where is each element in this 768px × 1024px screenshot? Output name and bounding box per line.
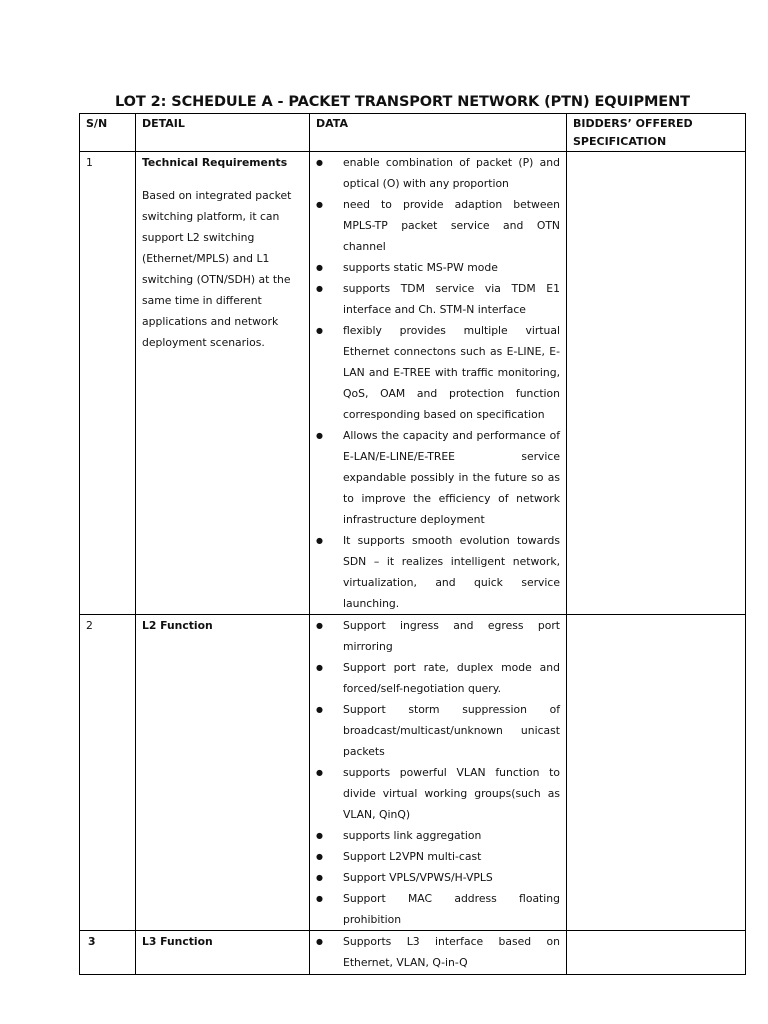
- header-offered: BIDDERS’ OFFERED SPECIFICATION: [567, 114, 746, 152]
- list-item: ● flexibly provides multiple virtual Ethernet connectons such as E-LINE, E-LAN and E-TREE with traffic monitoring, QoS, OAM and protection function corresponding based on specification: [316, 320, 560, 425]
- list-item: ● supports powerful VLAN function to divide virtual working groups(such as VLAN, QinQ): [316, 762, 560, 825]
- row-sn: 1: [80, 152, 136, 615]
- list-item: ● Support port rate, duplex mode and forced/self-negotiation query.: [316, 657, 560, 699]
- list-item: ● Support storm suppression of broadcast/multicast/unknown unicast packets: [316, 699, 560, 762]
- list-item: ● Support ingress and egress port mirroring: [316, 615, 560, 657]
- list-item: ● supports link aggregation: [316, 825, 560, 846]
- row-sn: 2: [80, 615, 136, 931]
- page-title: LOT 2: SCHEDULE A - PACKET TRANSPORT NETWORK (PTN) EQUIPMENT: [115, 94, 690, 110]
- table-header-row: [80, 114, 746, 152]
- header-sn: S/N: [80, 114, 136, 152]
- list-item: ● need to provide adaption between MPLS-TP packet service and OTN channel: [316, 194, 560, 257]
- specification-table: [79, 113, 746, 975]
- row-detail: [136, 931, 310, 975]
- list-item: ● enable combination of packet (P) and optical (O) with any proportion: [316, 152, 560, 194]
- row-detail-title: L3 Function: [142, 935, 213, 948]
- list-item: ● It supports smooth evolution towards SDN – it realizes intelligent network, virtualization, and quick service launching.: [316, 530, 560, 614]
- list-item: ● Supports L3 interface based on Ethernet, VLAN, Q-in-Q: [316, 931, 560, 973]
- data-bullet-list: [316, 615, 560, 930]
- row-data: [310, 152, 567, 615]
- row-data: [310, 931, 567, 975]
- header-data: DATA: [310, 114, 567, 152]
- data-bullet-list: [316, 931, 560, 973]
- table-row: [80, 615, 746, 931]
- header-detail: DETAIL: [136, 114, 310, 152]
- row-detail: [136, 615, 310, 931]
- table-row: [80, 931, 746, 975]
- list-item: ● Support L2VPN multi-cast: [316, 846, 560, 867]
- row-detail: [136, 152, 310, 615]
- data-bullet-list: [316, 152, 560, 614]
- list-item: ● supports TDM service via TDM E1 interface and Ch. STM-N interface: [316, 278, 560, 320]
- row-sn: 3: [80, 931, 136, 975]
- list-item: ● Support MAC address floating prohibition: [316, 888, 560, 930]
- row-detail-title: L2 Function: [142, 619, 213, 632]
- list-item: ● supports static MS-PW mode: [316, 257, 560, 278]
- table-row: [80, 152, 746, 615]
- row-offered-spec: [567, 931, 746, 975]
- row-offered-spec: [567, 615, 746, 931]
- row-detail-title: Technical Requirements: [142, 156, 288, 169]
- row-offered-spec: [567, 152, 746, 615]
- list-item: ● Support VPLS/VPWS/H-VPLS: [316, 867, 560, 888]
- row-detail-description: Based on integrated packet switching platform, it can support L2 switching (Ethernet/MPLS) and L1 switching (OTN/SDH) at the same time in different applications and network deployment scenarios.: [142, 189, 292, 349]
- list-item: ● Allows the capacity and performance of E-LAN/E-LINE/E-TREE service expandable possibly in the future so as to improve the efficiency of network infrastructure deployment: [316, 425, 560, 530]
- row-data: [310, 615, 567, 931]
